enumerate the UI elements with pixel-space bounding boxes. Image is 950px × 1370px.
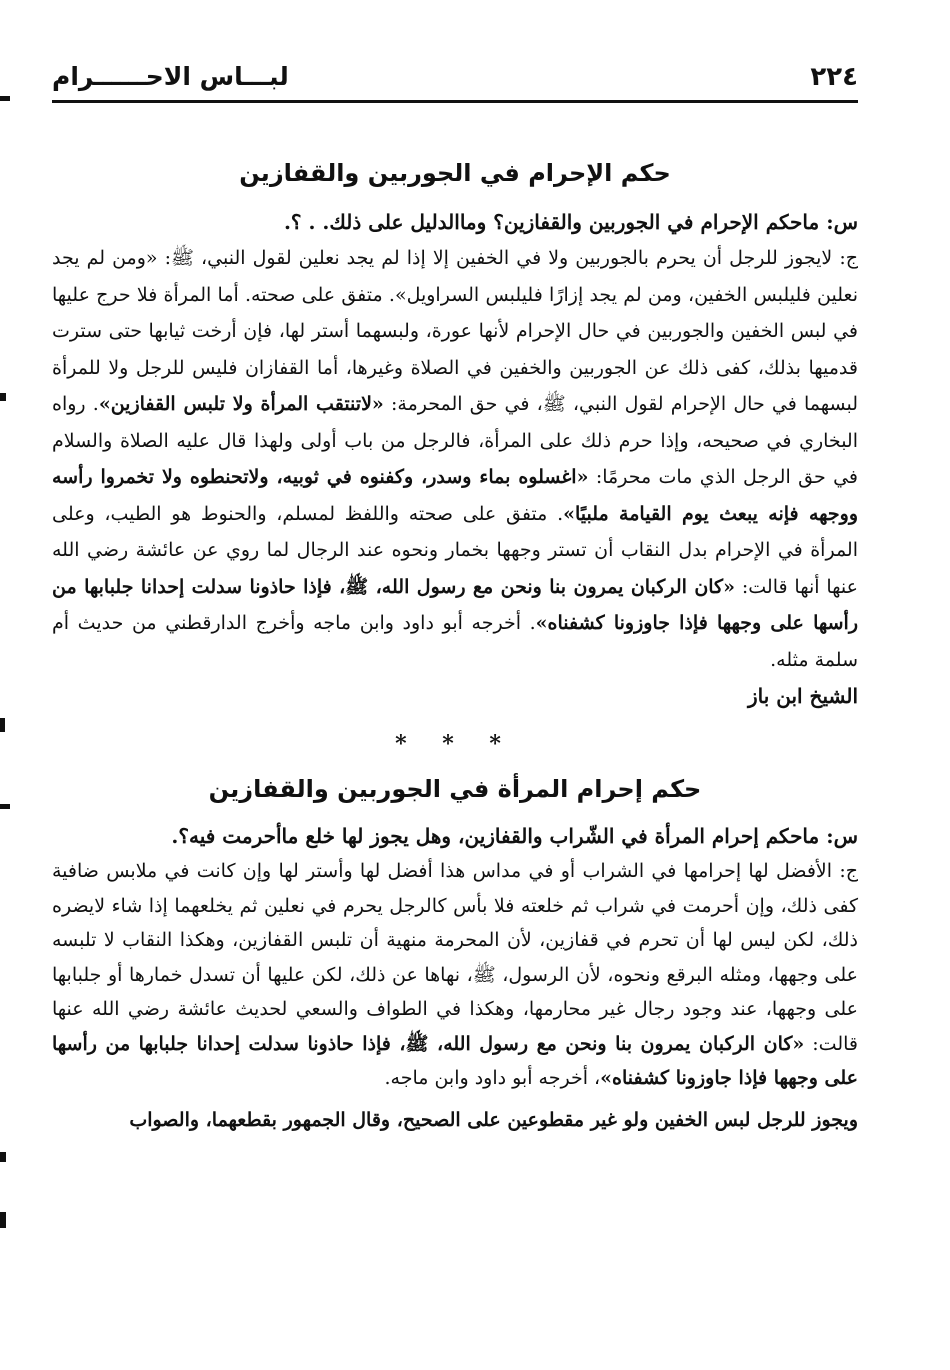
page-content: [52, 148, 858, 1138]
answer-2-hadith: «كان الركبان يمرون بنا ونحن مع رسول الله، ﷺ، فإذا حاذونا سدلت إحدانا جلبابها من رأسها على وجهها فإذا جاوزونا كشفناه»: [52, 1032, 858, 1089]
answer-1-hadith-3: «كان الركبان يمرون بنا ونحن مع رسول الله، ﷺ، فإذا حاذونا سدلت إحدانا جلبابها من رأسها على وجهها فإذا جاوزونا كشفناه»: [52, 575, 859, 634]
section-separator: * * *: [395, 731, 515, 757]
scan-edge-mark: [0, 1212, 6, 1228]
section-title-1: حكم الإحرام في الجوربين والقفازين: [239, 159, 671, 187]
page-number: ٢٢٤: [810, 62, 858, 92]
answer-1-text-c: . رواه البخاري في صحيحه، وإذا حرم ذلك على المرأة، فالرجل من باب أولى ولهذا قال عليه الصلاة والسلام في حق الرجل الذي مات محرمًا:: [52, 393, 859, 488]
header-rule: [52, 100, 858, 103]
answer-1-hadith-2: «اغسلوه بماء وسدر، وكفنوه في ثوبيه، ولاتحنطوه ولا تخمروا رأسه ووجهه فإنه يبعث يوم القيامة ملبيًا»: [52, 466, 858, 525]
answer-2-text-a: ج: الأفضل لها إحرامها في الشراب أو في مداس هذا أفضل لها وأستر لها وإن كانت في ملابس ضافية كفى ذلك، وإن أحرمت في شراب ثم خلعته فلا بأس كالرجل يحرم في نعلين ثم يخلعهما إذا شاء لايضره ذلك، لكن ليس لها أن تحرم في قفازين، لأن المحرمة منهية أن تلبس القفازين، وهكذا النقاب لا تلبسه على وجهها، ومثله البرقع ونحوه، لأن الرسول، ﷺ، نهاها عن ذلك، لكن عليها أن تسدل خمارها أو جلبابها على وجهها، عند وجود رجال غير محارمها، وهكذا في الطواف والسعي لحديث عائشة رضي الله عنها قالت:: [52, 860, 858, 1055]
answer-1-text-a: ج: لايجوز للرجل أن يحرم بالجوربين ولا في الخفين إلا إذا لم يجد نعلين لقول النبي، ﷺ: «ومن لم يجد نعلين فليلبس الخفين، ومن لم يجد إزارًا فليلبس السراويل». متفق على صحته. أما المرأة فلا حرج عليها في لبس الخفين والجوربين في حال الإحرام لأنها عورة، ولبسهما أستر لها، فإن أرخت ثيابها حتى سترت قدميها بذلك، كفى ذلك عن الجوربين والخفين في الصلاة وغيرها، أما القفازان فليس للرجل ولا للمرأة لبسهما في حال الإحرام لقول النبي، ﷺ، في حق المحرمة:: [52, 247, 858, 415]
running-title: لبـــاس الاحــــــرام: [52, 62, 289, 91]
answer-1: [52, 240, 858, 678]
scan-edge-mark: [0, 1152, 6, 1162]
question-2: س: ماحكم إحرام المرأة في الشّراب والقفازين، وهل يجوز لها خلع ماأحرمت فيه؟.: [171, 824, 858, 848]
scan-edge-mark: [0, 393, 6, 401]
final-line: ويجوز للرجل لبس الخفين ولو غير مقطوعين على الصحيح، وقال الجمهور بقطعهما، والصواب: [129, 1108, 858, 1131]
scan-edge-mark: [0, 96, 10, 101]
answer-1-text-g: . أخرجه أبو داود وابن ماجه وأخرج الدارقطني من حديث أم سلمة مثله.: [52, 612, 858, 671]
answer-2: [52, 854, 858, 1096]
answer-1-hadith-1: «لاتنتقب المرأة ولا تلبس القفازين»: [98, 393, 384, 415]
question-1: س: ماحكم الإحرام في الجوربين والقفازين؟ وماالدليل على ذلك. . ؟.: [283, 210, 858, 234]
answer-1-text-e: . متفق على صحته واللفظ لمسلم، والحنوط هو الطيب، وعلى المرأة في الإحرام بدل النقاب أن تستر وجهها بخمار ونحوه عند الرجال لما روي عن عائشة رضي الله عنها أنها قالت:: [52, 502, 859, 598]
signature: الشيخ ابن باز: [747, 684, 858, 708]
section-title-2: حكم إحرام المرأة في الجوربين والقفازين: [208, 775, 702, 803]
answer-2-text-c: ، أخرجه أبو داود وابن ماجه.: [384, 1067, 601, 1089]
running-head: [52, 62, 858, 96]
scan-edge-mark: [0, 804, 10, 809]
scan-edge-mark: [0, 718, 5, 732]
